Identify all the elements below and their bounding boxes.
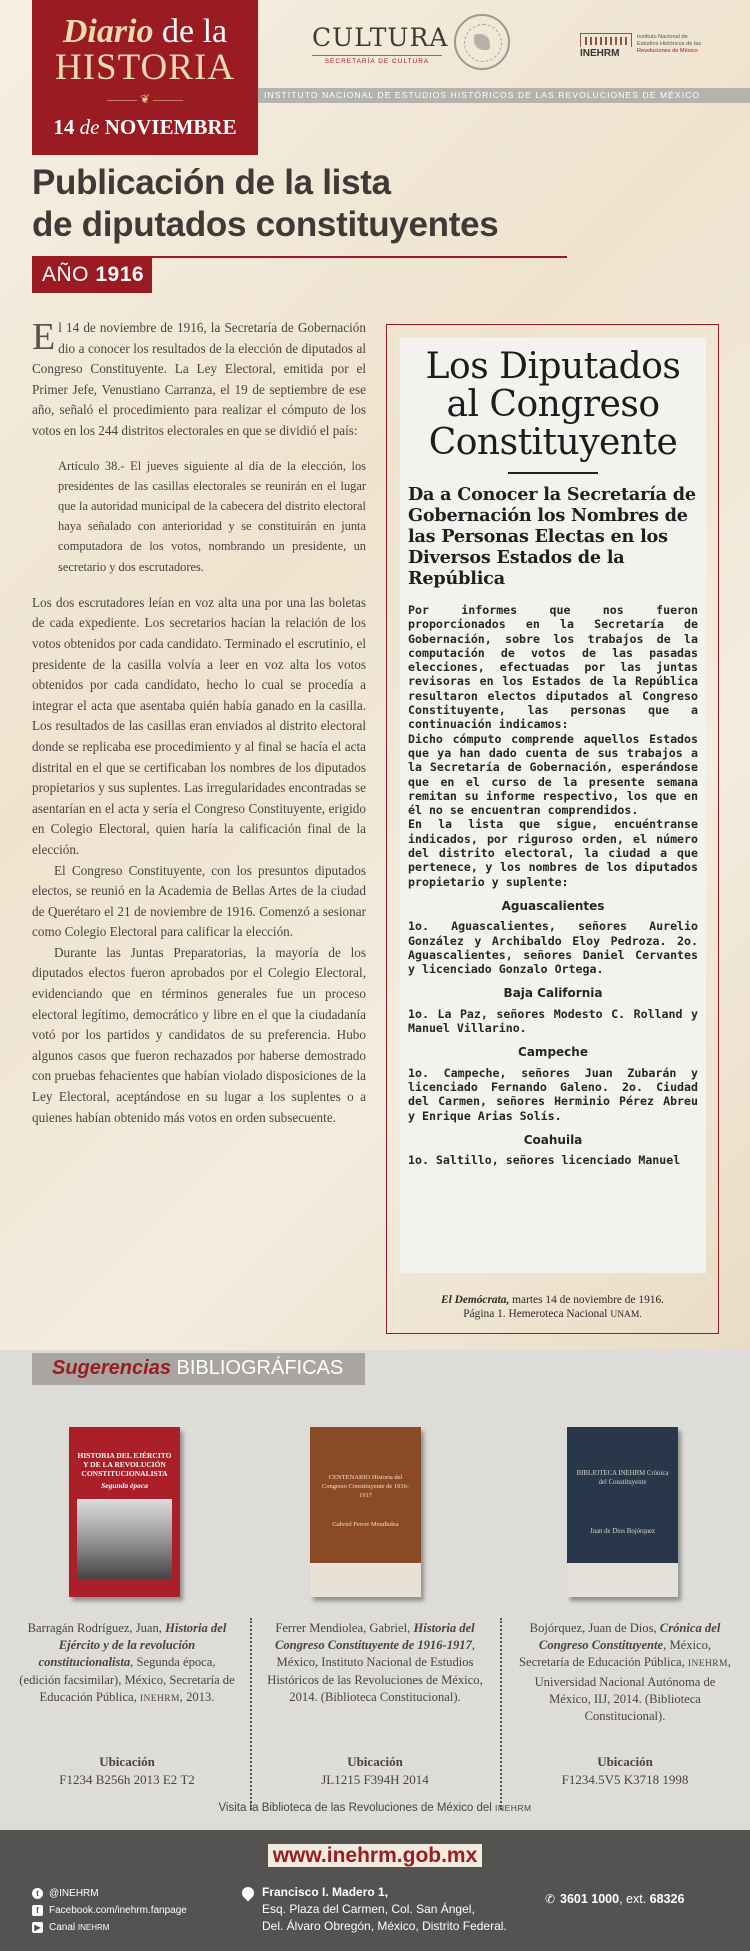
book-reference-1 [17, 1620, 237, 1708]
facebook-url[interactable]: Facebook.com/inehrm.fanpage [49, 1905, 187, 1916]
headline-line: Los Diputados [425, 346, 681, 387]
ref-title: Historia del Ejército y de la revolución constitucionalista [38, 1621, 227, 1670]
ref-details: , México, Instituto Nacional de Estudios Históricos de las Revoluciones de México, 2014. (Biblioteca Constitucional). [267, 1638, 483, 1704]
newspaper-clipping [400, 338, 706, 1273]
phone-ext: 68326 [649, 1892, 685, 1906]
law-quote: Artículo 38.- El jueves siguiente al día de la elección, los presidentes de las casillas electorales se reunirán en el lugar que la autoridad municipal de la cabecera del distrito electoral haya señalado con anterioridad y se constituirán en junta computadora de los votos, nombrando un presidente, un secretario y dos escrutadores. [58, 458, 366, 574]
ornament-icon: ––––– ❦ ––––– [106, 92, 184, 106]
column-divider [500, 1618, 502, 1810]
headline-line: al Congreso [446, 384, 660, 425]
youtube-label[interactable]: Canal [49, 1922, 78, 1933]
location-label: Ubicación [347, 1754, 403, 1769]
paragraph: Durante las Juntas Preparatorias, la mayoría de los diputados electos fueron aprobados por el Colegio Electoral, evidenciando que en términos generales fue un proceso electoral legítimo, democrático y libre en el que la ciudadanía votó por los partidos y candidatos de su preferencia. Hubo algunos casos que fueron rechazados por haberse demostrado con pruebas fehacientes que habían violado disposiciones de la Ley Electoral, aceptándose en su lugar a los suplentes o a quienes habían obtenido más votos en orden subsecuente. [32, 944, 366, 1125]
brand-historia: HISTORIA [55, 47, 235, 88]
website-link[interactable] [0, 1844, 750, 1868]
clipping-paragraph: 1o. Campeche, señores Juan Zubarán y licenciado Fernando Galeno. 2o. Ciudad del Carmen, señores Herminio Pérez Abreu y Enrique Arias Solís. [408, 1065, 698, 1123]
paragraph-intro [32, 318, 366, 442]
book-cover-2[interactable] [310, 1427, 421, 1597]
clipping-rule [508, 472, 598, 474]
secretaria-label: SECRETARÍA DE CULTURA [312, 55, 442, 65]
twitter-handle[interactable]: @INEHRM [49, 1888, 99, 1899]
date-month: NOVIEMBRE [104, 115, 237, 139]
paragraph-text: l 14 de noviembre de 1916, la Secretaría de Gobernación dio a conocer los resultados de la elección de diputados al Congreso Constituyente. La Ley Electoral, emitida por el Primer Jefe, Venustiano Carranza, el 19 de septiembre de ese año, señaló el procedimiento para realizar el cómputo de los votos en los 244 distritos electorales en que se dividió el país: [32, 320, 366, 438]
institute-band [258, 88, 750, 103]
cover-subtitle: Segunda época [101, 1481, 148, 1490]
suggestions-bold: Sugerencias [52, 1357, 171, 1379]
inehrm-desc-line: Revoluciones de México [637, 48, 698, 54]
caption-source: Página 1. Hemeroteca Nacional [463, 1308, 611, 1320]
year-badge [32, 258, 152, 293]
clipping-body [408, 603, 698, 1167]
clipping-paragraph: 1o. Aguascalientes, señores Aurelio González y Archibaldo Eloy Pedroza. 2o. Aguascalientes, señores Daniel Cervantes y licenciado Gonzalo Ortega. [408, 919, 698, 977]
social-links [32, 1885, 187, 1936]
book-reference-3 [515, 1620, 735, 1725]
book-cover-1[interactable] [69, 1427, 180, 1597]
address-line: Esq. Plaza del Carmen, Col. San Ángel, [262, 1902, 475, 1916]
clipping-subheadline: Da a Conocer la Secretaría de Gobernación los Nombres de las Personas Electas en los Diversos Estados de la República [408, 484, 696, 589]
cover-title-text: CENTENARIO Historia del Congreso Constituyente de 1916-1917 [321, 1474, 410, 1499]
cultura-logo [312, 23, 449, 65]
year-label: AÑO [42, 263, 90, 286]
facebook-link[interactable] [32, 1902, 187, 1919]
clipping-state-heading: Campeche [518, 1045, 588, 1060]
inehrm-desc-line: Instituto Nacional de [637, 34, 688, 40]
paragraph: El Congreso Constituyente, con los presuntos diputados electos, se reunió en la Academia de Bellas Artes de la ciudad de Querétaro el 21 de noviembre de 1916. Comenzó a sesionar como Colegio Electoral para calificar la elección. [32, 862, 366, 940]
ref-author: Barragán Rodríguez, Juan, [27, 1621, 166, 1635]
caption-unam: UNAM. [610, 1310, 642, 1320]
book-cover-title [573, 1469, 672, 1536]
visit-sc: INEHRM [495, 1803, 532, 1813]
diario-de-la-historia-logo [32, 0, 258, 155]
suggestions-header [32, 1353, 365, 1385]
location-pin-icon [240, 1885, 257, 1902]
cover-subtitle: Gabriel Ferrer Mendiolea [332, 1521, 399, 1528]
address-line: Del. Álvaro Obregón, México, Distrito Federal. [262, 1919, 507, 1933]
year-value: 1916 [95, 263, 145, 286]
ref-details: , Universidad Nacional Autónoma de México, IIJ, 2014. (Biblioteca Constitucional). [534, 1655, 731, 1724]
national-seal-icon [454, 14, 510, 70]
title-line: de diputados constituyentes [32, 205, 499, 244]
cover-title-text: BIBLIOTECA INEHRM Crónica del Constituyente [576, 1470, 669, 1486]
location-code: F1234 B256h 2013 E2 T2 [59, 1772, 195, 1787]
title-line: Publicación de la lista [32, 163, 391, 202]
article-body [32, 318, 366, 1128]
book-cover-title [316, 1473, 415, 1529]
clipping-state-heading: Baja California [503, 986, 603, 1001]
clipping-paragraph: En la lista que sigue, encuéntranse indicados, por riguroso orden, el número del distrito electoral, la ciudad a que pertenece, y los nombres de los diputados propietario y suplente: [408, 817, 698, 889]
drop-cap: E [32, 316, 56, 358]
twitter-link[interactable] [32, 1885, 187, 1902]
clipping-paragraph: 1o. La Paz, señores Modesto C. Rolland y Manuel Villarino. [408, 1006, 698, 1036]
location-label: Ubicación [99, 1754, 155, 1769]
visit-library-text [0, 1802, 750, 1814]
column-divider [250, 1618, 252, 1810]
cover-band [567, 1563, 678, 1597]
address [262, 1884, 507, 1935]
clipping-paragraph: Por informes que nos fueron proporcionados en la Secretaría de Gobernación, sobre los trabajos de la computación de votos de las pasadas elecciones, efectuadas por las juntas revisoras en los Estados de la República resultaron electos diputados al Congreso Constituyente, las personas que a continuación indicamos: [408, 603, 698, 732]
cover-photo [77, 1499, 172, 1579]
ref-author: Bojórquez, Juan de Dios, [529, 1621, 660, 1635]
website-url[interactable]: www.inehrm.gob.mx [268, 1844, 483, 1867]
address-line: Francisco I. Madero 1, [262, 1885, 389, 1899]
phone-main: 3601 1000 [560, 1892, 620, 1906]
clipping-caption [387, 1293, 718, 1322]
clipping-state-heading: Aguascalientes [501, 898, 605, 913]
youtube-icon: ▶ [32, 1922, 43, 1933]
book-reference-2 [265, 1620, 485, 1706]
phone-icon: ✆ [545, 1892, 556, 1906]
cover-subtitle: Juan de Dios Bojórquez [589, 1528, 656, 1535]
clipping-state-heading: Coahuila [523, 1132, 583, 1147]
brand-dela: de la [162, 13, 228, 50]
ref-details-sc: INEHRM [687, 1659, 728, 1670]
location-code: F1234.5V5 K3718 1998 [561, 1772, 689, 1787]
date-de: de [79, 115, 100, 139]
suggestions-rest: BIBLIOGRÁFICAS [170, 1357, 344, 1379]
ref-details: , Segunda época, (edición facsimilar), México, Secretaría de Educación Pública, [19, 1655, 235, 1704]
ref-author: Ferrer Mendiolea, Gabriel, [275, 1621, 414, 1635]
date-day: 14 [53, 115, 75, 139]
visit-text: Visita la Biblioteca de las Revoluciones de México del [218, 1802, 496, 1814]
book-cover-3[interactable] [567, 1427, 678, 1597]
inehrm-logo [580, 33, 720, 63]
newspaper-clipping-frame [386, 324, 719, 1334]
ref-title: Crónica del Congreso Constituyente [538, 1621, 721, 1653]
headline-line: Constituyente [428, 422, 678, 463]
ref-details: , México, Secretaría de Educación Pública, [519, 1638, 712, 1670]
youtube-link[interactable] [32, 1919, 187, 1936]
bibliographic-suggestions [0, 1350, 750, 1830]
page-title [32, 162, 498, 246]
footer [0, 1830, 750, 1951]
inehrm-wordmark: INEHRM [580, 48, 620, 59]
cultura-wordmark: CULTURA [312, 23, 449, 52]
inehrm-desc-line: Estudios Históricos de las [637, 41, 702, 47]
cover-title-text: HISTORIA DEL EJÉRCITO Y DE LA REVOLUCIÓN CONSTITUCIONALISTA [77, 1451, 172, 1478]
building-icon [580, 33, 632, 47]
phone-number [560, 1892, 684, 1906]
ref-details-sc: INEHRM [139, 1693, 180, 1704]
institute-band-text: INSTITUTO NACIONAL DE ESTUDIOS HISTÓRICOS DE LAS REVOLUCIONES DE MÉXICO [264, 90, 701, 100]
book-cover-title [75, 1451, 174, 1490]
brand-date [32, 115, 258, 140]
brand-diario: Diario [62, 13, 154, 50]
inehrm-description [637, 34, 719, 55]
location-label: Ubicación [597, 1754, 653, 1769]
caption-date: martes 14 de noviembre de 1916. [509, 1294, 665, 1306]
clipping-paragraph: Dicho cómputo comprende aquellos Estados que ya han dado cuenta de sus trabajos a la Secretaría de Gobernación, esperándose que en el curso de la presente semana remitan su informe respectivo, los que en él no se encuentran comprendidos. [408, 731, 698, 818]
ref-title: Historia del Congreso Constituyente de 1916-1917 [274, 1621, 475, 1653]
paragraph: Los dos escrutadores leían en voz alta una por una las boletas de cada expediente. Los secretarios hacían la relación de los votos obtenidos por cada candidato. Terminado el escrutinio, el presidente de la casilla volvía a leer en voz alta los votos obtenidos por cada candidato, hecho lo cual se procedía a integrar el acta que asentaba quién había ganado en la casilla. Los resultados de las casillas eran enviados al distrito electoral donde se replicaba ese procedimiento y al final se hacía el acta distrital en el que se certificaban los nombres de los diputados propietarios y sus suplentes. Las irregularidades encontradas se asentarían en el acta y sería el Congreso Constituyente, erigido en Colegio Electoral, quien haría la calificación final de la elección. [32, 594, 366, 857]
caption-newspaper: El Demócrata, [440, 1294, 510, 1306]
clipping-headline [408, 348, 698, 462]
clipping-paragraph: 1o. Saltillo, señores licenciado Manuel [408, 1153, 681, 1168]
facebook-icon: f [32, 1905, 43, 1916]
twitter-icon: t [32, 1888, 43, 1899]
cover-band [310, 1563, 421, 1597]
phone-ext-label: , ext. [619, 1892, 650, 1906]
location-code: JL1215 F394H 2014 [321, 1772, 429, 1787]
ref-details: , 2013. [179, 1689, 215, 1704]
youtube-sc[interactable]: INEHRM [77, 1923, 110, 1932]
